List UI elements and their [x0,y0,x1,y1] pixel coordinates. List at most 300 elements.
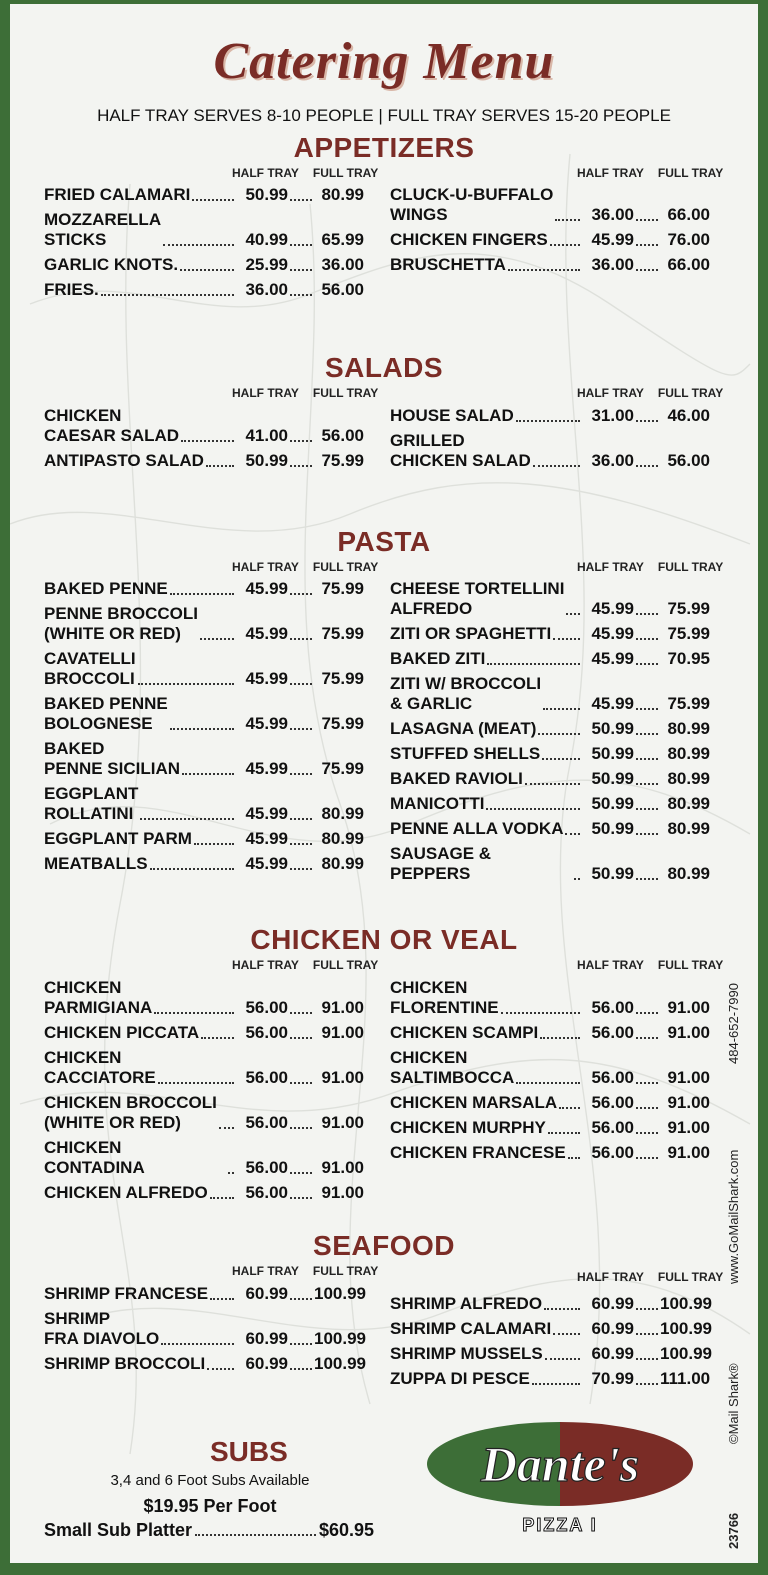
leader-dots [636,269,658,271]
sub-platter-label: Small Sub Platter [44,1520,193,1540]
menu-item [44,406,364,446]
menu-item-name [390,819,582,839]
full-tray-price: 80.99 [321,829,364,848]
full-tray-price: 70.95 [667,649,710,668]
full-tray-price: 111.00 [660,1369,711,1388]
half-tray-price: 50.99 [591,744,634,763]
menu-item-label: BAKED PENNE BOLOGNESE [44,694,168,733]
menu-item-label: BAKED PENNE [44,579,168,598]
menu-item-label: SAUSAGE & PEPPERS [390,844,492,883]
menu-item [390,674,710,714]
full-tray-header: FULL TRAY [657,166,724,180]
leader-dots [194,843,234,845]
half-tray-price: 45.99 [591,694,634,713]
full-tray-price: 75.99 [321,624,364,643]
menu-item [390,1344,710,1364]
menu-item [44,255,364,275]
column-headers-salads-right [577,386,723,400]
leader-dots [636,758,658,760]
menu-item [44,694,364,734]
leader-dots [508,269,580,271]
half-tray-price: 60.99 [591,1319,634,1338]
half-tray-price: 45.99 [245,759,288,778]
menu-item [390,1369,710,1389]
leader-dots [543,708,580,710]
column-headers-salads-left [232,386,378,400]
leader-dots [290,1127,312,1129]
half-tray-price: 36.00 [591,205,634,224]
half-tray-header: HALF TRAY [577,386,644,400]
leader-dots [290,244,312,246]
menu-item-name [44,1023,236,1043]
leader-dots [290,818,312,820]
leader-dots [290,1343,312,1345]
half-tray-price: 45.99 [591,230,634,249]
menu-item-name [44,1138,236,1178]
leader-dots [210,1197,234,1199]
menu-item-label: FRIES. [44,280,99,299]
leader-dots [486,808,580,810]
half-tray-price: 56.00 [591,1093,634,1112]
leader-dots [636,1358,658,1360]
menu-item-name [44,1093,236,1133]
leader-dots [290,1037,312,1039]
item-list-pasta-right [390,579,710,889]
menu-item-name [390,1118,582,1138]
menu-item-label: MEATBALLS [44,854,148,873]
half-tray-price: 45.99 [245,829,288,848]
leader-dots [501,1012,580,1014]
menu-item-label: CHICKEN SCAMPI [390,1023,539,1042]
leader-dots [636,219,658,221]
menu-item-label: CHICKEN CONTADINA [44,1138,145,1177]
menu-item-name [44,406,236,446]
menu-item [390,1319,710,1339]
full-tray-price: 91.00 [321,1023,364,1042]
menu-item [390,978,710,1018]
leader-dots [636,420,658,422]
leader-dots [290,269,312,271]
half-tray-header: HALF TRAY [577,560,644,574]
half-tray-price: 56.00 [591,998,634,1017]
full-tray-price: 75.99 [321,759,364,778]
menu-item-label: CLUCK-U-BUFFALO WINGS [390,185,554,224]
half-tray-price: 36.00 [245,280,288,299]
full-tray-price: 91.00 [667,998,710,1017]
column-headers-chicken-left [232,958,378,972]
menu-item [44,854,364,874]
leader-dots [290,440,312,442]
full-tray-price: 91.00 [321,1113,364,1132]
menu-item [44,1048,364,1088]
leader-dots [170,593,234,595]
full-tray-price: 36.00 [321,255,364,274]
leader-dots [290,1298,312,1300]
leader-dots [636,638,658,640]
leader-dots [553,1333,580,1335]
menu-item-label: CHEESE TORTELLINI ALFREDO [390,579,565,618]
menu-item-label: CHICKEN MURPHY [390,1118,546,1137]
menu-item-label: BAKED PENNE SICILIAN [44,739,181,778]
menu-item-name [44,604,236,644]
item-list-pasta-left [44,579,364,879]
menu-item [390,1143,710,1163]
leader-dots [180,269,234,271]
menu-item [44,280,364,300]
full-tray-price: 91.00 [667,1068,710,1087]
section-title-chicken: CHICKEN OR VEAL [250,924,518,955]
item-list-appetizers-left [44,185,364,305]
menu-item-name [390,978,582,1018]
half-tray-price: 60.99 [245,1329,288,1348]
leader-dots [206,465,234,467]
leader-dots [555,219,580,221]
leader-dots [228,1172,234,1174]
full-tray-price: 80.99 [667,794,710,813]
menu-item-label: SHRIMP ALFREDO [390,1294,543,1313]
full-tray-price: 100.99 [314,1354,366,1373]
menu-item [44,1138,364,1178]
menu-item [44,1023,364,1043]
half-tray-price: 56.00 [591,1143,634,1162]
item-list-chicken-right [390,978,710,1168]
menu-item-label: ZITI W/ BROCCOLI & GARLIC [390,674,542,713]
full-tray-price: 56.00 [667,451,710,470]
column-headers-appetizers-right [577,166,723,180]
section-title-pasta: PASTA [337,526,431,557]
menu-item [44,978,364,1018]
half-tray-price: 45.99 [245,854,288,873]
side-copyright: ©Mail Shark® [726,1363,741,1444]
side-code: 23766 [726,1512,741,1549]
full-tray-header: FULL TRAY [657,1270,724,1284]
menu-item-name [390,1344,582,1364]
menu-item [44,185,364,205]
menu-item [390,744,710,764]
leader-dots [219,1127,234,1129]
leader-dots [568,1157,580,1159]
menu-item-label: PENNE BROCCOLI (WHITE OR RED) [44,604,198,643]
menu-item-label: CHICKEN CACCIATORE [44,1048,156,1087]
full-tray-price: 75.99 [321,714,364,733]
full-tray-price: 80.99 [667,744,710,763]
full-tray-header: FULL TRAY [312,386,379,400]
leader-dots [636,878,658,880]
leader-dots [538,733,580,735]
side-website: www.GoMailShark.com [726,1149,741,1284]
menu-item-name [44,739,236,779]
full-tray-price: 75.99 [667,694,710,713]
menu-item-name [390,1319,582,1339]
half-tray-price: 56.00 [591,1023,634,1042]
section-title-seafood: SEAFOOD [313,1230,455,1261]
leader-dots [566,613,580,615]
leader-dots [290,1012,312,1014]
leader-dots [161,1343,234,1345]
side-phone: 484-652-7990 [726,983,741,1064]
leader-dots [290,1197,312,1199]
menu-item-label: CHICKEN FLORENTINE [390,978,499,1017]
menu-item-label: CHICKEN FRANCESE [390,1143,566,1162]
menu-item-name [44,649,236,689]
full-tray-header: FULL TRAY [312,1264,379,1278]
leader-dots [290,843,312,845]
menu-item-label: ANTIPASTO SALAD [44,451,204,470]
item-list-seafood-right [390,1294,710,1394]
menu-item-name [390,744,582,764]
leader-dots [200,638,234,640]
leader-dots [636,1037,658,1039]
menu-item [44,604,364,644]
menu-item-label: ZITI OR SPAGHETTI [390,624,552,643]
full-tray-price: 66.00 [667,205,710,224]
menu-item-name [44,210,236,250]
menu-item-label: FRIED CALAMARI [44,185,191,204]
menu-item-label: CHICKEN FINGERS [390,230,548,249]
menu-item [390,769,710,789]
menu-item-name [390,255,582,275]
menu-item-name [44,854,236,874]
half-tray-header: HALF TRAY [232,166,299,180]
menu-item-name [44,1309,236,1349]
leader-dots [290,868,312,870]
leader-dots [636,1012,658,1014]
menu-item-label: MANICOTTI [390,794,485,813]
half-tray-header: HALF TRAY [577,166,644,180]
leader-dots [636,1082,658,1084]
menu-item [390,406,710,426]
section-title-salads: SALADS [324,352,444,383]
half-tray-price: 40.99 [245,230,288,249]
half-tray-price: 56.00 [245,1068,288,1087]
menu-item-name [390,624,582,644]
menu-item-name [44,451,236,471]
item-list-appetizers-right [390,185,710,280]
leader-dots [150,868,234,870]
menu-item-name [44,255,236,275]
menu-item [44,1354,364,1374]
menu-item-name [44,978,236,1018]
menu-item [44,739,364,779]
leader-dots [542,758,580,760]
leader-dots [290,593,312,595]
leader-dots [170,728,234,730]
leader-dots [290,728,312,730]
leader-dots [140,818,234,820]
half-tray-price: 45.99 [591,624,634,643]
half-tray-price: 60.99 [245,1284,288,1303]
full-tray-price: 80.99 [667,719,710,738]
leader-dots [207,1368,234,1370]
leader-dots [636,1107,658,1109]
full-tray-price: 91.00 [321,1068,364,1087]
full-tray-price: 75.99 [667,599,710,618]
full-tray-price: 100.99 [660,1344,712,1363]
full-tray-price: 91.00 [321,1158,364,1177]
full-tray-price: 46.00 [667,406,710,425]
menu-item-label: LASAGNA (MEAT) [390,719,537,738]
menu-item-label: MOZZARELLA STICKS [44,210,162,249]
leader-dots [550,244,580,246]
leader-dots [565,833,580,835]
dantes-logo [425,1419,695,1539]
menu-item [390,1093,710,1113]
menu-item-name [390,674,582,714]
item-list-chicken-left [44,978,364,1208]
half-tray-price: 56.00 [245,1158,288,1177]
menu-item-label: SHRIMP FRA DIAVOLO [44,1309,160,1348]
menu-item-name [390,431,582,471]
half-tray-price: 56.00 [591,1118,634,1137]
half-tray-header: HALF TRAY [232,1264,299,1278]
half-tray-price: 45.99 [245,714,288,733]
full-tray-price: 80.99 [321,185,364,204]
menu-item [390,431,710,471]
menu-item-name [390,185,582,225]
leader-dots [532,1383,580,1385]
full-tray-price: 91.00 [321,1183,364,1202]
menu-item-label: CHICKEN SALTIMBOCCA [390,1048,515,1087]
leader-dots [636,808,658,810]
leader-dots [210,1298,234,1300]
half-tray-price: 50.99 [591,864,634,883]
leader-dots [636,1132,658,1134]
menu-item [390,1118,710,1138]
sub-platter-row [44,1520,374,1541]
menu-item-label: HOUSE SALAD [390,406,514,425]
leader-dots [636,1333,658,1335]
half-tray-price: 36.00 [591,451,634,470]
half-tray-price: 50.99 [245,451,288,470]
menu-item [44,1183,364,1203]
half-tray-price: 45.99 [245,804,288,823]
half-tray-price: 56.00 [591,1068,634,1087]
menu-item-name [390,769,582,789]
leader-dots [548,1132,580,1134]
menu-item-label: CAVATELLI BROCCOLI [44,649,136,688]
menu-item-name [44,280,236,300]
logo-tagline: PIZZA I [522,1515,598,1535]
half-tray-price: 56.00 [245,1113,288,1132]
half-tray-price: 50.99 [245,185,288,204]
leader-dots [636,244,658,246]
menu-item-name [390,1093,582,1113]
menu-item-name [44,185,236,205]
leader-dots [290,1368,312,1370]
menu-item-name [44,784,236,824]
leader-dots [544,1308,580,1310]
full-tray-price: 91.00 [321,998,364,1017]
leader-dots [636,708,658,710]
subs-title: SUBS [210,1436,288,1467]
half-tray-header: HALF TRAY [577,958,644,972]
menu-item-label: BAKED RAVIOLI [390,769,523,788]
leader-dots [163,244,234,246]
menu-item [390,649,710,669]
half-tray-price: 45.99 [591,649,634,668]
full-tray-header: FULL TRAY [657,386,724,400]
menu-item-name [390,579,582,619]
leader-dots [636,465,658,467]
column-headers-chicken-right [577,958,723,972]
leader-dots [290,1172,312,1174]
menu-item-name [390,1294,582,1314]
menu-item-label: SHRIMP CALAMARI [390,1319,552,1338]
menu-item-label: CHICKEN CAESAR SALAD [44,406,180,445]
half-tray-price: 50.99 [591,819,634,838]
full-tray-price: 65.99 [321,230,364,249]
menu-item-label: GARLIC KNOTS. [44,255,179,274]
full-tray-price: 91.00 [667,1118,710,1137]
half-tray-price: 60.99 [591,1344,634,1363]
full-tray-price: 75.99 [321,451,364,470]
full-tray-header: FULL TRAY [657,560,724,574]
leader-dots [181,440,234,442]
leader-dots [158,1082,234,1084]
menu-item-label: SHRIMP FRANCESE [44,1284,209,1303]
full-tray-price: 80.99 [667,819,710,838]
menu-item [390,579,710,619]
half-tray-price: 45.99 [245,624,288,643]
leader-dots [516,1082,580,1084]
leader-dots [636,833,658,835]
menu-item [44,579,364,599]
leader-dots [636,733,658,735]
menu-item-label: CHICKEN PARMIGIANA [44,978,153,1017]
half-tray-price: 60.99 [591,1294,634,1313]
half-tray-price: 31.00 [591,406,634,425]
menu-item-name [390,1369,582,1389]
full-tray-price: 91.00 [667,1023,710,1042]
leader-dots [545,1358,580,1360]
menu-item [44,1284,364,1304]
full-tray-price: 100.99 [314,1329,366,1348]
menu-item [44,210,364,250]
leader-dots [636,783,658,785]
menu-item [390,1294,710,1314]
leader-dots [201,1037,234,1039]
leader-dots [290,1082,312,1084]
leader-dots [290,199,312,201]
menu-item [390,719,710,739]
menu-item [390,794,710,814]
leader-dots [182,773,234,775]
item-list-salads-right [390,406,710,476]
menu-item-name [390,406,582,426]
leader-dots [636,1157,658,1159]
column-headers-seafood-left [232,1264,378,1278]
leader-dots [138,683,234,685]
menu-item [390,185,710,225]
half-tray-header: HALF TRAY [577,1270,644,1284]
half-tray-price: 45.99 [591,599,634,618]
item-list-salads-left [44,406,364,476]
column-headers-seafood-right [577,1270,723,1284]
logo-oval [425,1419,695,1539]
leader-dots [487,663,580,665]
half-tray-price: 45.99 [245,579,288,598]
serving-info: HALF TRAY SERVES 8-10 PEOPLE | FULL TRAY SERVES 15-20 PEOPLE [97,106,671,125]
half-tray-price: 50.99 [591,794,634,813]
menu-item-name [44,579,236,599]
menu-item-name [44,1284,236,1304]
column-headers-pasta-right [577,560,723,574]
leader-dots [516,420,580,422]
menu-item-label: STUFFED SHELLS [390,744,541,763]
menu-item-name [44,829,236,849]
half-tray-price: 56.00 [245,1023,288,1042]
menu-item-label: CHICKEN PICCATA [44,1023,200,1042]
